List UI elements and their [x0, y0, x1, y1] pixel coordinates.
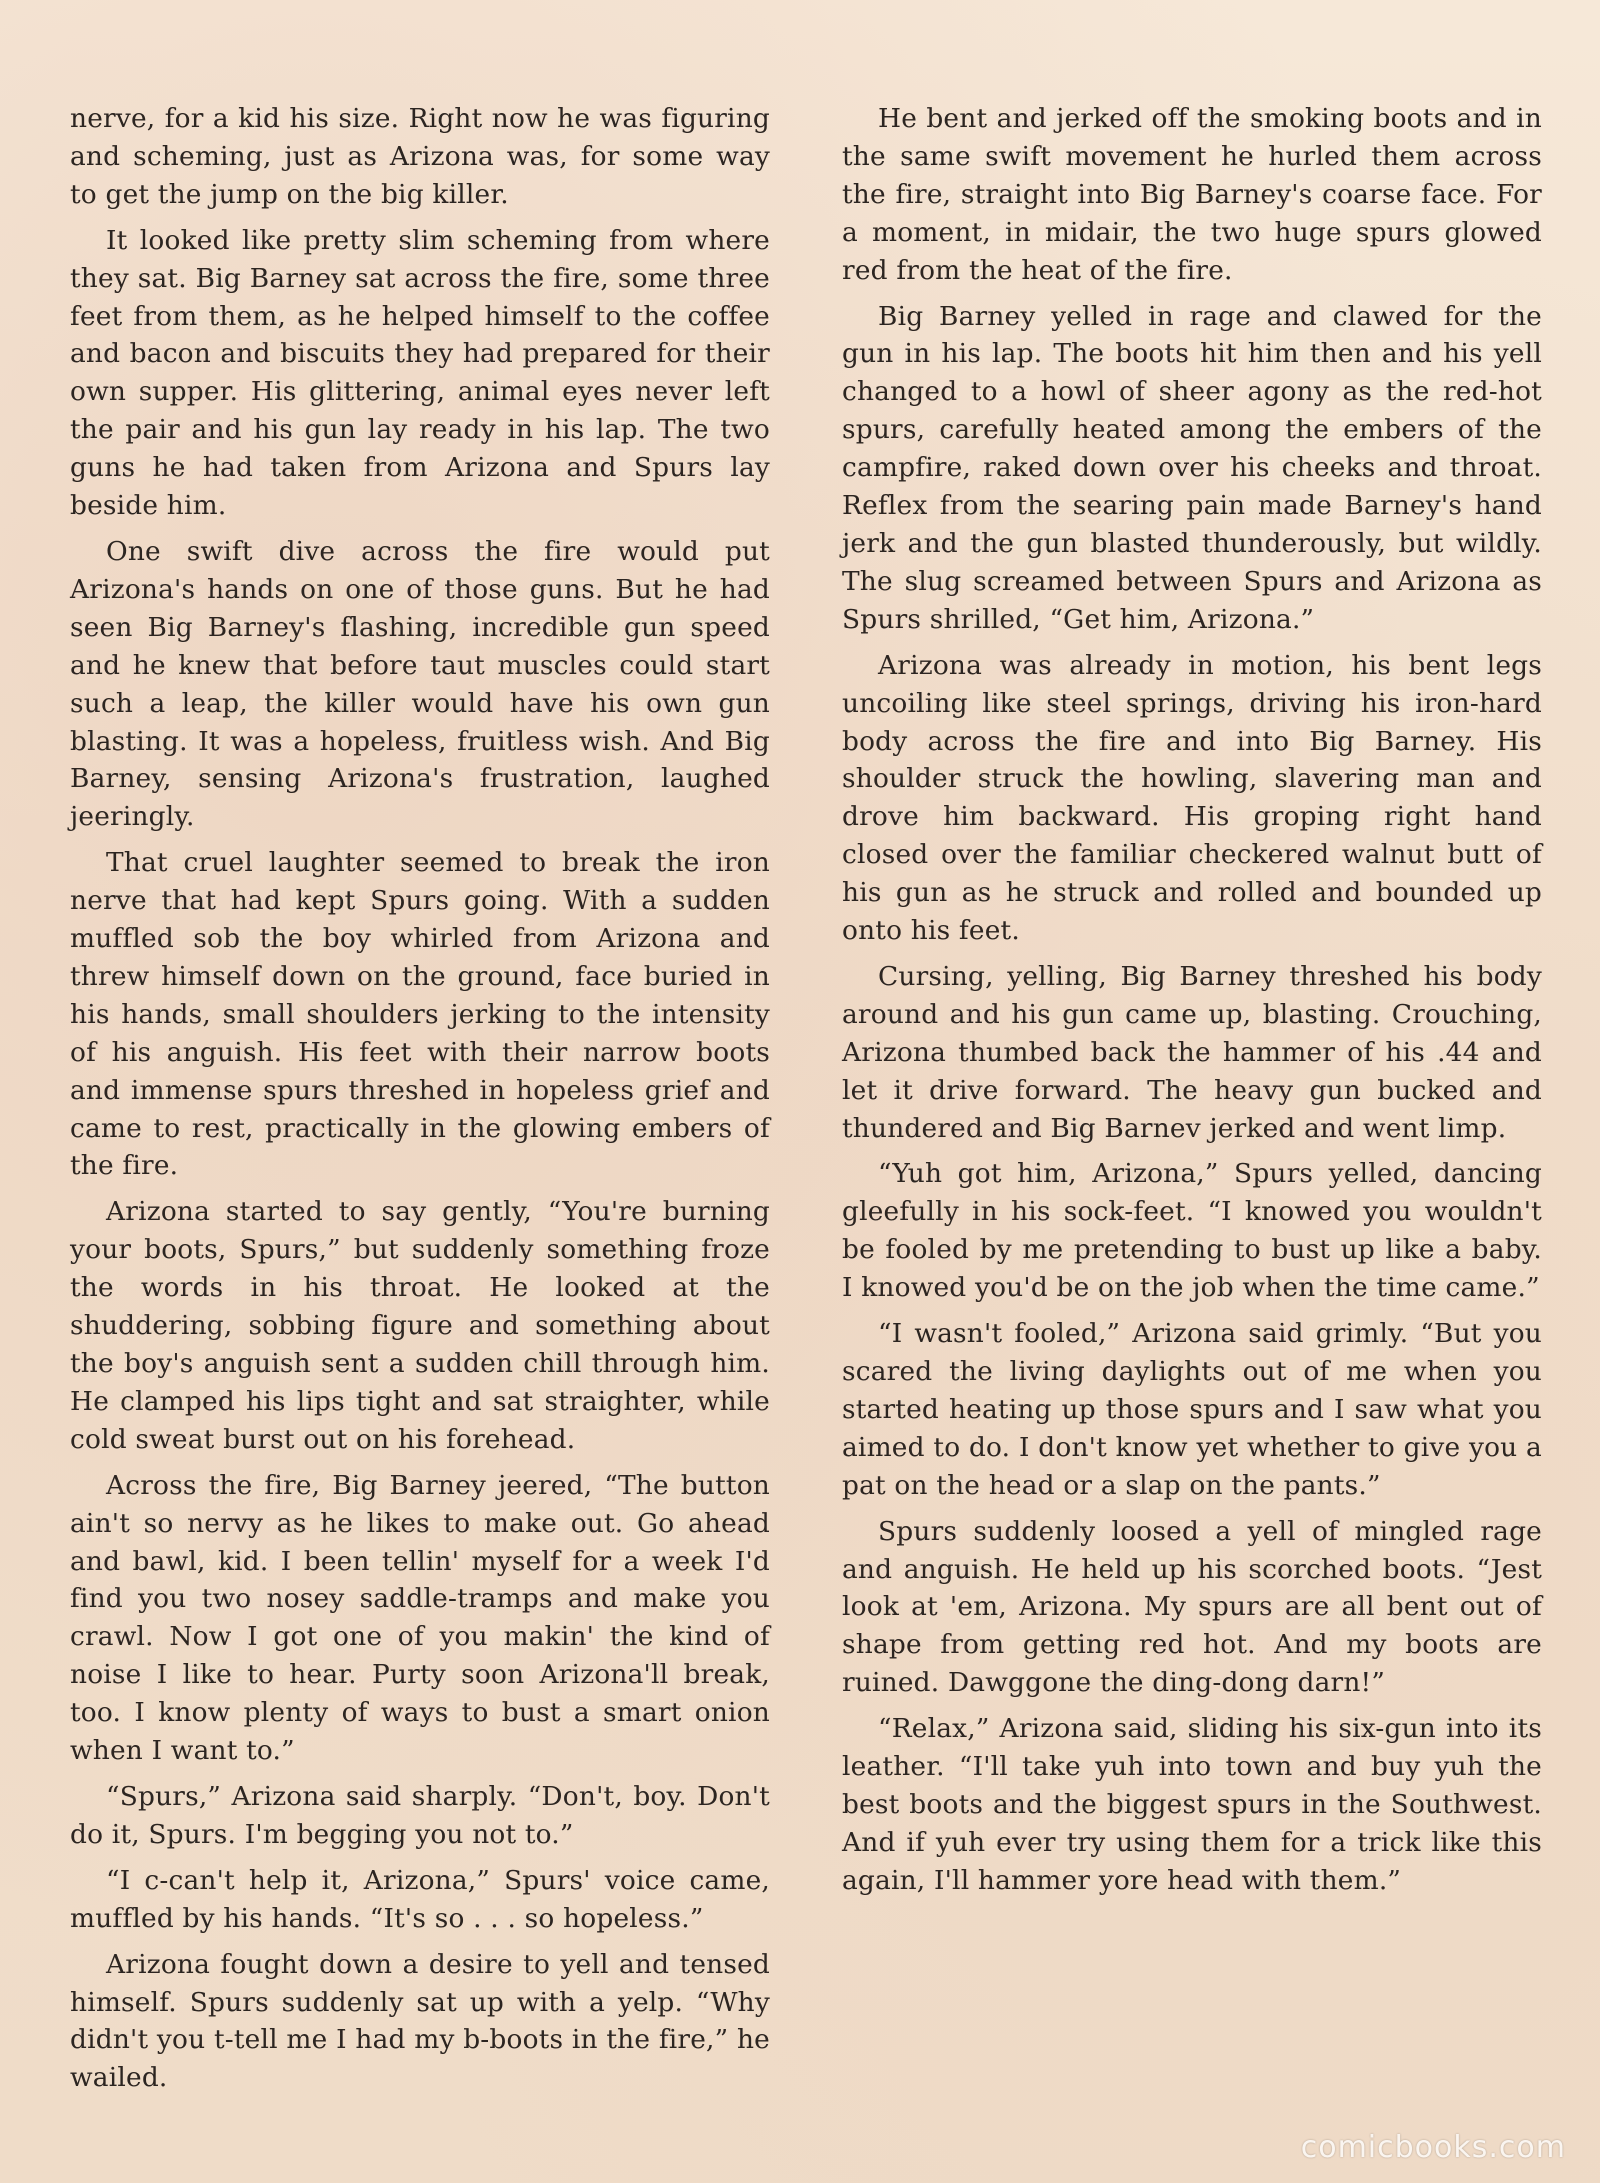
right-text-column [842, 100, 1542, 1908]
paragraph: “Yuh got him, Arizona,” Spurs yelled, dancing gleefully in his sock-feet. “I knowed you wouldn't be fooled by me pretending to bust up like a baby. I knowed you'd be on the job when the time came.” [842, 1158, 1542, 1304]
paragraph: Arizona started to say gently, “You're burning your boots, Spurs,” but suddenly something froze the words in his throat. He looked at the shuddering, sobbing figure and something about the boy's anguish sent a sudden chill through him. He clamped his lips tight and sat straighter, while cold sweat burst out on his forehead. [70, 1196, 770, 1455]
paragraph: “I wasn't fooled,” Arizona said grimly. “But you scared the living daylights out of me when you started heating up those spurs and I saw what you aimed to do. I don't know yet whether to give you a pat on the head or a slap on the pants.” [842, 1318, 1542, 1501]
paragraph: Spurs suddenly loosed a yell of mingled rage and anguish. He held up his scorched boots. “Jest look at 'em, Arizona. My spurs are all bent out of shape from getting red hot. And my boots are ruined. Dawggone the ding-dong darn!” [842, 1515, 1542, 1699]
paragraph: One swift dive across the fire would put Arizona's hands on one of those guns. But he had seen Big Barney's flashing, incredible gun speed and he knew that before taut muscles could start such a leap, the killer would have his own gun blasting. It was a hopeless, fruitless wish. And Big Barney, sensing Arizona's frustration, laughed jeeringly. [70, 535, 770, 833]
paragraph: Cursing, yelling, Big Barney threshed his body around and his gun came up, blasting. Crouching, Arizona thumbed back the hammer of his .44 and let it drive forward. The heavy gun bucked and thundered and Big Barnev jerked and went limp. [842, 960, 1542, 1144]
paragraph: Arizona was already in motion, his bent legs uncoiling like steel springs, driving his iron-hard body across the fire and into Big Barney. His shoulder struck the howling, slavering man and drove him backward. His groping right hand closed over the familiar checkered walnut butt of his gun as he struck and rolled and bounded up onto his feet. [842, 649, 1542, 947]
paragraph: He bent and jerked off the smoking boots and in the same swift movement he hurled them across the fire, straight into Big Barney's coarse face. For a moment, in midair, the two huge spurs glowed red from the heat of the fire. [842, 103, 1542, 286]
paragraph: nerve, for a kid his size. Right now he was figuring and scheming, just as Arizona was, for some way to get the jump on the big killer. [70, 103, 770, 210]
paragraph: It looked like pretty slim scheming from where they sat. Big Barney sat across the fire, some three feet from them, as he helped himself to the coffee and bacon and biscuits they had prepared for their own supper. His glittering, animal eyes never left the pair and his gun lay ready in his lap. The two guns he had taken from Arizona and Spurs lay beside him. [70, 224, 770, 522]
site-watermark: comicbooks.com [1300, 2130, 1566, 2165]
paragraph: That cruel laughter seemed to break the iron nerve that had kept Spurs going. With a sudden muffled sob the boy whirled from Arizona and threw himself down on the ground, face buried in his hands, small shoulders jerking to the intensity of his anguish. His feet with their narrow boots and immense spurs threshed in hopeless grief and came to rest, practically in the glowing embers of the fire. [70, 847, 770, 1182]
paragraph: Across the fire, Big Barney jeered, “The button ain't so nervy as he likes to make out. Go ahead and bawl, kid. I been tellin' myself for a week I'd find you two nosey saddle-tramps and make you crawl. Now I got one of you makin' the kind of noise I like to hear. Purty soon Arizona'll break, too. I know plenty of ways to bust a smart onion when I want to.” [70, 1469, 770, 1767]
paragraph: “Relax,” Arizona said, sliding his six-gun into its leather. “I'll take yuh into town and buy yuh the best boots and the biggest spurs in the Southwest. And if yuh ever try using them for a trick like this again, I'll hammer yore head with them.” [842, 1713, 1542, 1896]
paragraph: Big Barney yelled in rage and clawed for the gun in his lap. The boots hit him then and his yell changed to a howl of sheer agony as the red-hot spurs, carefully heated among the embers of the campfire, raked down over his cheeks and throat. Reflex from the searing pain made Barney's hand jerk and the gun blasted thunderously, but wildly. The slug screamed between Spurs and Arizona as Spurs shrilled, “Get him, Arizona.” [842, 300, 1542, 635]
paragraph: “Spurs,” Arizona said sharply. “Don't, boy. Don't do it, Spurs. I'm begging you not to.” [70, 1780, 770, 1850]
paragraph: “I c-can't help it, Arizona,” Spurs' voice came, muffled by his hands. “It's so . . . so hopeless.” [70, 1864, 770, 1934]
left-text-column [70, 100, 770, 2105]
paragraph: Arizona fought down a desire to yell and tensed himself. Spurs suddenly sat up with a yelp. “Why didn't you t-tell me I had my b-boots in the fire,” he wailed. [70, 1948, 770, 2094]
